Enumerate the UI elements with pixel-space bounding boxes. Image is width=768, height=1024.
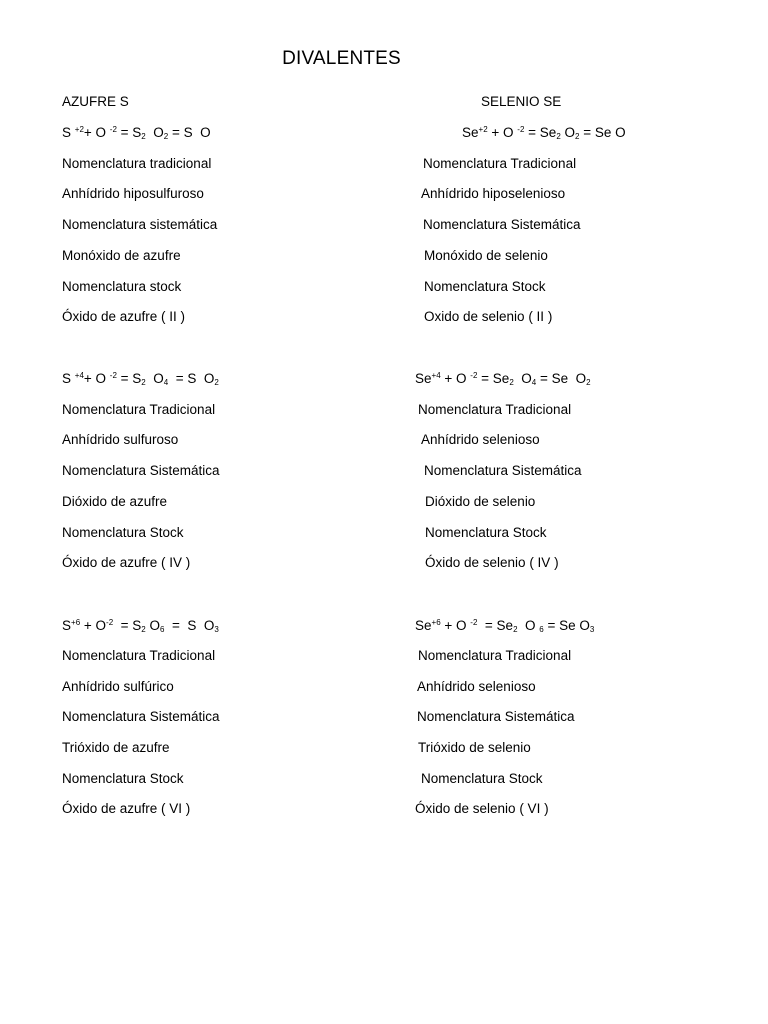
right-text-line: Nomenclatura Stock: [421, 771, 543, 786]
charge-superscript: -2: [109, 125, 117, 134]
equation-text: + O: [440, 618, 471, 633]
equation-text: O: [560, 125, 576, 140]
left-text-line: Nomenclatura Sistemática: [62, 463, 220, 478]
equation-text: Se: [462, 125, 479, 140]
right-text-line: Nomenclatura Sistemática: [424, 463, 582, 478]
left-equation-1: [62, 125, 211, 141]
equation-text: Se: [415, 618, 432, 633]
left-text-line: Óxido de azufre ( IV ): [62, 555, 191, 570]
atom-count-subscript: 3: [589, 625, 595, 634]
equation-text: = Se O: [579, 125, 626, 140]
left-text-line: Monóxido de azufre: [62, 248, 181, 263]
atom-count-subscript: 2: [163, 132, 169, 141]
charge-superscript: -2: [517, 125, 525, 134]
left-text-line: Óxido de azufre ( VI ): [62, 801, 191, 816]
atom-count-subscript: 6: [160, 625, 165, 634]
right-text-line: Óxido de selenio ( VI ): [415, 801, 549, 816]
right-text-line: Trióxido de selenio: [418, 740, 531, 755]
left-text-line: Nomenclatura sistemática: [62, 217, 218, 232]
equation-text: = S O: [164, 618, 215, 633]
equation-text: Se: [415, 371, 432, 386]
equation-text: = S: [116, 371, 142, 386]
charge-superscript: +6: [71, 618, 81, 627]
equation-text: = Se: [477, 371, 510, 386]
right-heading: SELENIO SE: [481, 94, 562, 109]
equation-text: O: [513, 371, 532, 386]
charge-superscript: +4: [431, 371, 441, 380]
right-text-line: Anhídrido hiposelenioso: [421, 186, 566, 201]
left-text-line: Nomenclatura Sistemática: [62, 709, 220, 724]
equation-text: = Se: [524, 125, 557, 140]
atom-count-subscript: 6: [539, 625, 544, 634]
charge-superscript: +4: [74, 371, 84, 380]
equation-text: = Se O: [543, 618, 590, 633]
atom-count-subscript: 2: [214, 378, 219, 387]
right-text-line: Nomenclatura Tradicional: [418, 648, 572, 663]
equation-text: O: [145, 125, 164, 140]
charge-superscript: -2: [470, 618, 478, 627]
page-title: DIVALENTES: [282, 48, 401, 69]
equation-text: + O: [80, 618, 107, 633]
atom-count-subscript: 2: [513, 625, 518, 634]
left-text-line: Nomenclatura Stock: [62, 525, 184, 540]
left-text-line: Dióxido de azufre: [62, 494, 168, 509]
equation-text: + O: [83, 371, 110, 386]
left-text-line: Nomenclatura Tradicional: [62, 402, 216, 417]
right-text-line: Nomenclatura Tradicional: [423, 156, 577, 171]
equation-text: S: [62, 371, 75, 386]
charge-superscript: +2: [478, 125, 488, 134]
atom-count-subscript: 2: [141, 132, 146, 141]
left-text-line: Anhídrido hiposulfuroso: [62, 186, 204, 201]
left-text-line: Nomenclatura stock: [62, 279, 182, 294]
atom-count-subscript: 2: [141, 625, 146, 634]
right-text-line: Óxido de selenio ( IV ): [425, 555, 559, 570]
equation-text: S: [62, 125, 75, 140]
atom-count-subscript: 2: [575, 132, 580, 141]
charge-superscript: -2: [109, 371, 117, 380]
equation-text: + O: [83, 125, 110, 140]
equation-text: = Se O: [536, 371, 587, 386]
right-text-line: Anhídrido selenioso: [417, 679, 536, 694]
equation-text: = S O: [168, 125, 211, 140]
charge-superscript: -2: [470, 371, 478, 380]
right-text-line: Anhídrido selenioso: [421, 432, 540, 447]
left-text-line: Anhídrido sulfuroso: [62, 432, 179, 447]
left-text-line: Óxido de azufre ( II ): [62, 309, 186, 324]
right-equation-1: [462, 125, 626, 141]
atom-count-subscript: 2: [141, 378, 146, 387]
charge-superscript: +6: [431, 618, 441, 627]
equation-text: O: [517, 618, 540, 633]
atom-count-subscript: 2: [509, 378, 514, 387]
equation-text: = S: [113, 618, 142, 633]
left-heading: AZUFRE S: [62, 94, 129, 109]
equation-text: = S O: [168, 371, 215, 386]
left-text-line: Trióxido de azufre: [62, 740, 170, 755]
left-text-line: Nomenclatura tradicional: [62, 156, 212, 171]
right-text-line: Monóxido de selenio: [424, 248, 548, 263]
atom-count-subscript: 3: [214, 625, 219, 634]
left-text-line: Nomenclatura Stock: [62, 771, 184, 786]
right-text-line: Nomenclatura Stock: [424, 279, 546, 294]
right-text-line: Nomenclatura Tradicional: [418, 402, 572, 417]
equation-text: = Se: [477, 618, 514, 633]
equation-text: + O: [487, 125, 518, 140]
atom-count-subscript: 4: [163, 378, 169, 387]
equation-text: + O: [440, 371, 471, 386]
charge-superscript: -2: [106, 618, 114, 627]
right-text-line: Nomenclatura Sistemática: [423, 217, 581, 232]
left-equation-3: [62, 618, 219, 634]
right-equation-2: [415, 371, 591, 387]
equation-text: O: [145, 371, 164, 386]
equation-text: S: [62, 618, 72, 633]
atom-count-subscript: 2: [586, 378, 591, 387]
atom-count-subscript: 2: [556, 132, 561, 141]
right-text-line: Nomenclatura Stock: [425, 525, 547, 540]
right-equation-3: [415, 618, 594, 634]
equation-text: O: [145, 618, 161, 633]
left-text-line: Anhídrido sulfúrico: [62, 679, 174, 694]
right-text-line: Dióxido de selenio: [425, 494, 536, 509]
equation-text: = S: [116, 125, 142, 140]
right-text-line: Oxido de selenio ( II ): [424, 309, 553, 324]
right-text-line: Nomenclatura Sistemática: [417, 709, 575, 724]
atom-count-subscript: 4: [531, 378, 537, 387]
left-equation-2: [62, 371, 219, 387]
charge-superscript: +2: [74, 125, 84, 134]
left-text-line: Nomenclatura Tradicional: [62, 648, 216, 663]
